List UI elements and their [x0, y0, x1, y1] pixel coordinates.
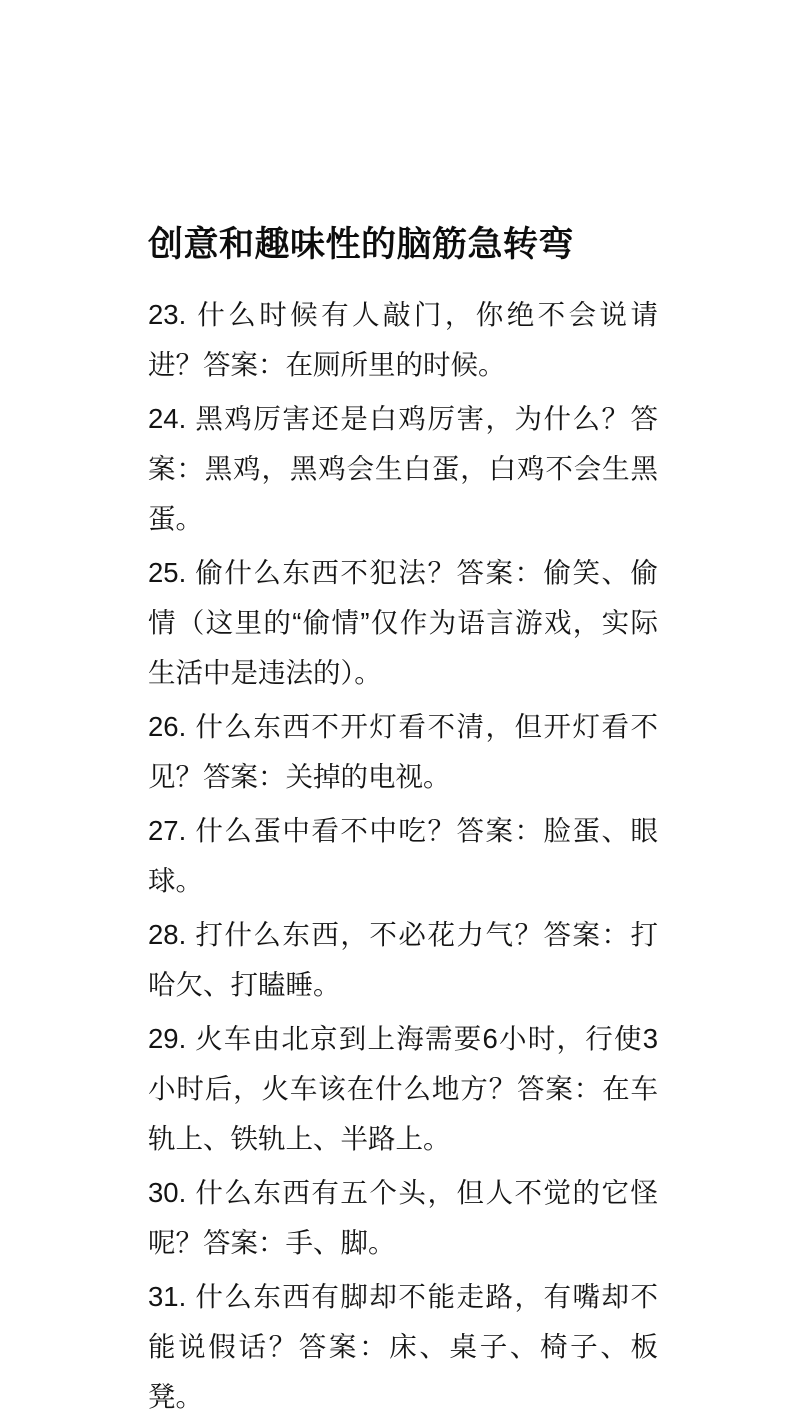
list-item: 30. 什么东西有五个头，但人不觉的它怪呢？答案：手、脚。: [148, 1176, 658, 1258]
list-item: 28. 打什么东西，不必花力气？答案：打哈欠、打瞌睡。: [148, 918, 658, 1000]
page-title: 创意和趣味性的脑筋急转弯: [148, 225, 575, 264]
list-item: 23. 什么时候有人敲门，你绝不会说请进？答案：在厕所里的时候。: [148, 298, 658, 380]
list-item: 27. 什么蛋中看不中吃？答案：脸蛋、眼球。: [148, 814, 658, 896]
list-item: 31. 什么东西有脚却不能走路，有嘴却不能说假话？答案：床、桌子、椅子、板凳。: [148, 1280, 658, 1412]
list-item: 24. 黑鸡厉害还是白鸡厉害，为什么？答案：黑鸡，黑鸡会生白蛋，白鸡不会生黑蛋。: [148, 402, 658, 534]
list-item: 25. 偷什么东西不犯法？答案：偷笑、偷情（这里的“偷情”仅作为语言游戏，实际生活中是违法的）。: [148, 556, 658, 688]
riddle-list: [148, 290, 740, 1422]
list-item: 26. 什么东西不开灯看不清，但开灯看不见？答案：关掉的电视。: [148, 710, 658, 792]
list-item: 29. 火车由北京到上海需要6小时，行使3小时后，火车该在什么地方？答案：在车轨上、铁轨上、半路上。: [148, 1022, 658, 1154]
